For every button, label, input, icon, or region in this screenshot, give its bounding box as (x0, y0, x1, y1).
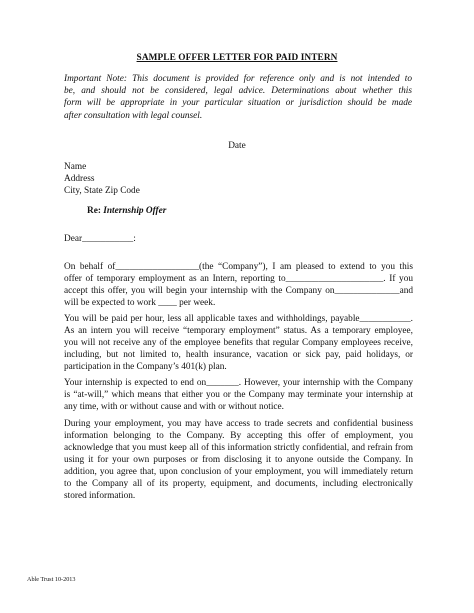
paragraph-line: You will be paid per hour, less all applicable taxes and withholdings, payable___________. (64, 314, 413, 324)
paragraph-line: Your internship is expected to end on_______. However, your internship with the Company (64, 378, 413, 388)
paragraph-line: to the Company all of its property, equipment, and documents, including electronically (64, 479, 413, 489)
address-street: Address (64, 174, 95, 184)
subject-text: Internship Offer (103, 206, 167, 216)
address-name: Name (64, 162, 87, 172)
paragraph-line: On behalf of__________________(the “Company”), I am pleased to extend to you this (64, 262, 413, 272)
paragraph-line: acknowledge that you must keep all of this information strictly confidential, and refrain from (64, 443, 413, 453)
address-city-state-zip: City, State Zip Code (64, 186, 140, 196)
paragraph-line: using it for your own purposes or from disclosing it to anyone outside the Company. In (64, 455, 413, 465)
subject-line (87, 206, 166, 216)
paragraph-line: you will not receive any of the employee benefits that regular Company employees receive, (64, 338, 413, 348)
recipient-address (64, 161, 140, 197)
note-line: Important Note: This document is provided for reference only and is not intended to (64, 74, 412, 84)
note-line: after consultation with legal counsel. (64, 110, 203, 121)
date-field: Date (228, 141, 246, 151)
paragraph-line: accept this offer, you will begin your internship with the Company on______________and (64, 286, 413, 296)
paragraph-line: is “at-will,” which means that either you or the Company may terminate your internship at (64, 390, 413, 400)
paragraph-line: any time, with or without cause and with or without notice. (64, 402, 284, 412)
paragraph-confidentiality (64, 418, 413, 502)
subject-label: Re: (87, 206, 101, 216)
paragraph-line: will be expected to work ____ per week. (64, 298, 216, 308)
paragraph-offer (64, 261, 413, 309)
paragraph-pay (64, 313, 413, 373)
paragraph-line: addition, you agree that, upon conclusion of your employment, you will immediately return (64, 467, 413, 477)
paragraph-line: During your employment, you may have access to trade secrets and confidential business (64, 419, 413, 429)
paragraph-line: participation in the Company’s 401(k) plan. (64, 362, 227, 372)
paragraph-at-will (64, 377, 413, 413)
paragraph-line: including, but not limited to, health insurance, vacation or sick pay, paid holidays, or (64, 350, 413, 360)
salutation: Dear___________: (64, 234, 136, 244)
paragraph-line: information belonging to the Company. By accepting this offer of employment, you (64, 431, 413, 441)
paragraph-line: stored information. (64, 491, 136, 501)
important-note (64, 73, 412, 122)
document-title: SAMPLE OFFER LETTER FOR PAID INTERN (136, 53, 338, 63)
page-footer: Able Trust 10-2013 (27, 576, 76, 583)
note-line: be, and should not be considered, legal advice. Determinations about whether this (64, 86, 412, 97)
note-line: form will be appropriate in your particular situation or jurisdiction should be made (64, 98, 412, 109)
paragraph-line: offer of temporary employment as an Intern, reporting to_____________________. If you (64, 274, 413, 284)
paragraph-line: As an intern you will receive “temporary employment” status. As a temporary employee, (64, 326, 413, 336)
